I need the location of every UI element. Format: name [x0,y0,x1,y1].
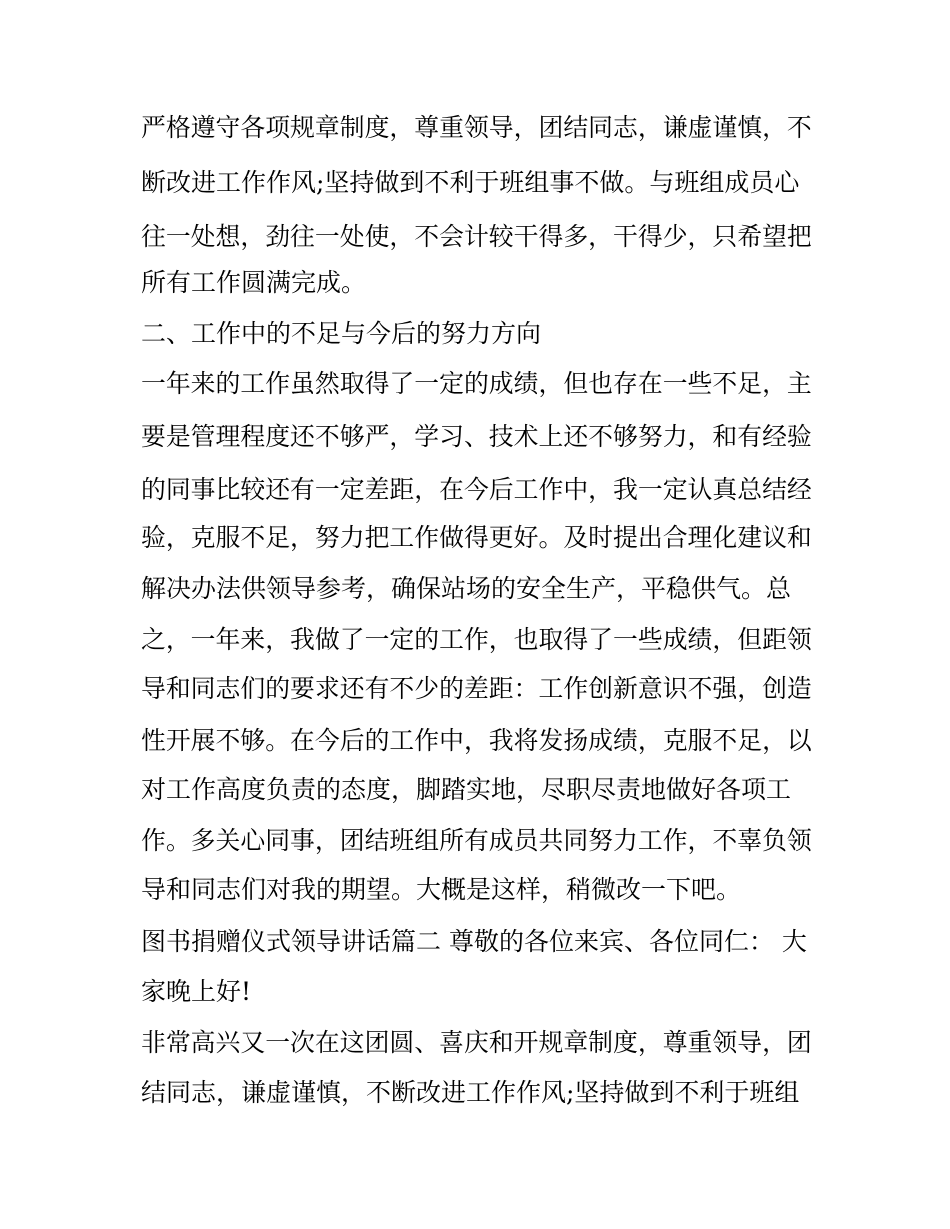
text-line: 之，一年来，我做了一定的工作，也取得了一些成绩，但距领 [141,625,812,654]
text-line: 图书捐赠仪式领导讲话篇二 尊敬的各位来宾、各位同仁： 大 [141,927,807,956]
text-line: 性开展不够。在今后的工作中，我将发扬成绩，克服不足，以 [141,726,812,755]
text-line: 导和同志们的要求还有不少的差距：工作创新意识不强，创造 [141,674,812,703]
text-line: 解决办法供领导参考，确保站场的安全生产，平稳供气。总 [141,574,792,603]
text-line: 家晚上好! [141,977,252,1006]
text-line: 的同事比较还有一定差距，在今后工作中，我一定认真总结经 [141,475,812,504]
text-line: 断改进工作作风;坚持做到不利于班组事不做。与班组成员心 [141,168,800,197]
text-line: 往一处想，劲往一处使，不会计较干得多，干得少，只希望把 [141,222,812,251]
text-line: 严格遵守各项规章制度，尊重领导，团结同志，谦虚谨慎，不 [141,113,812,142]
text-line: 结同志，谦虚谨慎，不断改进工作作风;坚持做到不利于班组 [141,1078,800,1107]
text-line: 非常高兴又一次在这团圆、喜庆和开规章制度，尊重领导，团 [141,1028,812,1057]
text-line: 验，克服不足，努力把工作做得更好。及时提出合理化建议和 [141,523,812,552]
text-line: 对工作高度负责的态度，脚踏实地，尽职尽责地做好各项工 [141,775,792,804]
text-line: 所有工作圆满完成。 [141,268,367,297]
text-line: 作。多关心同事，团结班组所有成员共同努力工作，不辜负领 [141,826,812,855]
section-heading: 二、工作中的不足与今后的努力方向 [141,319,542,348]
text-line: 一年来的工作虽然取得了一定的成绩，但也存在一些不足，主 [141,369,812,398]
text-line: 导和同志们对我的期望。大概是这样，稍微改一下吧。 [141,875,742,904]
text-line: 要是管理程度还不够严，学习、技术上还不够努力，和有经验 [141,422,812,451]
